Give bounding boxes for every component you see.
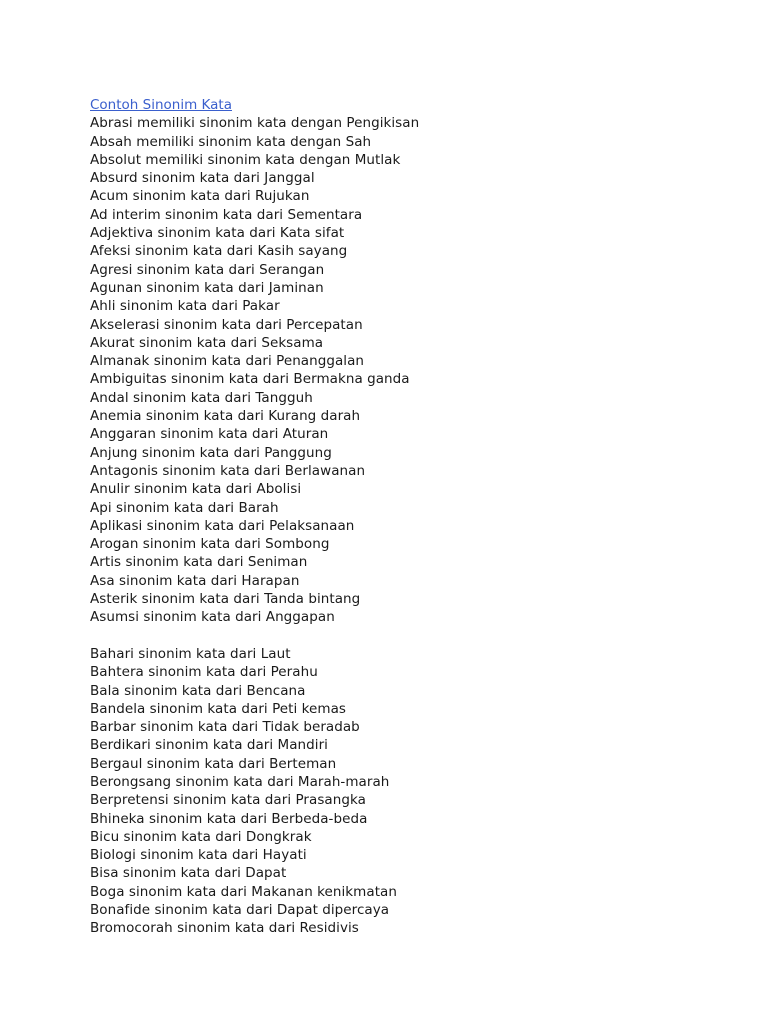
list-item: Bahtera sinonim kata dari Perahu (90, 664, 318, 681)
list-item: Acum sinonim kata dari Rujukan (90, 188, 310, 205)
section-spacer (90, 627, 690, 645)
list-item: Api sinonim kata dari Barah (90, 499, 279, 516)
list-item: Anjung sinonim kata dari Panggung (90, 444, 332, 461)
list-item: Ad interim sinonim kata dari Sementara (90, 206, 363, 223)
list-item: Bala sinonim kata dari Bencana (90, 682, 306, 699)
list-item: Berdikari sinonim kata dari Mandiri (90, 737, 328, 754)
list-item: Bhineka sinonim kata dari Berbeda-beda (90, 810, 368, 827)
list-item: Abrasi memiliki sinonim kata dengan Pengikisan (90, 115, 420, 132)
list-item: Anulir sinonim kata dari Abolisi (90, 481, 302, 498)
list-item: Ahli sinonim kata dari Pakar (90, 298, 280, 315)
list-item: Boga sinonim kata dari Makanan kenikmatan (90, 883, 397, 900)
document-page (90, 96, 690, 938)
list-item: Bonafide sinonim kata dari Dapat dipercaya (90, 902, 390, 919)
list-item: Arogan sinonim kata dari Sombong (90, 536, 330, 553)
synonym-list-a (90, 114, 690, 626)
list-item: Bisa sinonim kata dari Dapat (90, 865, 287, 882)
list-item: Bandela sinonim kata dari Peti kemas (90, 700, 346, 717)
synonym-list-b (90, 645, 690, 938)
list-item: Ambiguitas sinonim kata dari Bermakna ganda (90, 371, 410, 388)
list-item: Berongsang sinonim kata dari Marah-marah (90, 773, 390, 790)
list-item: Anggaran sinonim kata dari Aturan (90, 426, 329, 443)
list-item: Asumsi sinonim kata dari Anggapan (90, 609, 335, 626)
list-item: Andal sinonim kata dari Tangguh (90, 389, 313, 406)
list-item: Biologi sinonim kata dari Hayati (90, 847, 307, 864)
list-item: Absah memiliki sinonim kata dengan Sah (90, 133, 372, 150)
list-item: Akselerasi sinonim kata dari Percepatan (90, 316, 363, 333)
list-item: Barbar sinonim kata dari Tidak beradab (90, 719, 360, 736)
list-item: Berpretensi sinonim kata dari Prasangka (90, 792, 366, 809)
list-item: Afeksi sinonim kata dari Kasih sayang (90, 243, 348, 260)
document-title-link[interactable]: Contoh Sinonim Kata (90, 97, 232, 113)
list-item: Antagonis sinonim kata dari Berlawanan (90, 462, 366, 479)
list-item: Agresi sinonim kata dari Serangan (90, 261, 325, 278)
list-item: Asa sinonim kata dari Harapan (90, 572, 300, 589)
list-item: Bicu sinonim kata dari Dongkrak (90, 828, 312, 845)
list-item: Artis sinonim kata dari Seniman (90, 554, 308, 571)
list-item: Adjektiva sinonim kata dari Kata sifat (90, 225, 345, 242)
list-item: Bromocorah sinonim kata dari Residivis (90, 920, 359, 937)
list-item: Akurat sinonim kata dari Seksama (90, 334, 324, 351)
list-item: Bahari sinonim kata dari Laut (90, 645, 291, 662)
list-item: Absolut memiliki sinonim kata dengan Mutlak (90, 151, 401, 168)
list-item: Anemia sinonim kata dari Kurang darah (90, 408, 361, 425)
list-item: Almanak sinonim kata dari Penanggalan (90, 353, 365, 370)
list-item: Asterik sinonim kata dari Tanda bintang (90, 591, 361, 608)
list-item: Agunan sinonim kata dari Jaminan (90, 279, 324, 296)
list-item: Bergaul sinonim kata dari Berteman (90, 755, 337, 772)
list-item: Aplikasi sinonim kata dari Pelaksanaan (90, 517, 355, 534)
list-item: Absurd sinonim kata dari Janggal (90, 170, 315, 187)
